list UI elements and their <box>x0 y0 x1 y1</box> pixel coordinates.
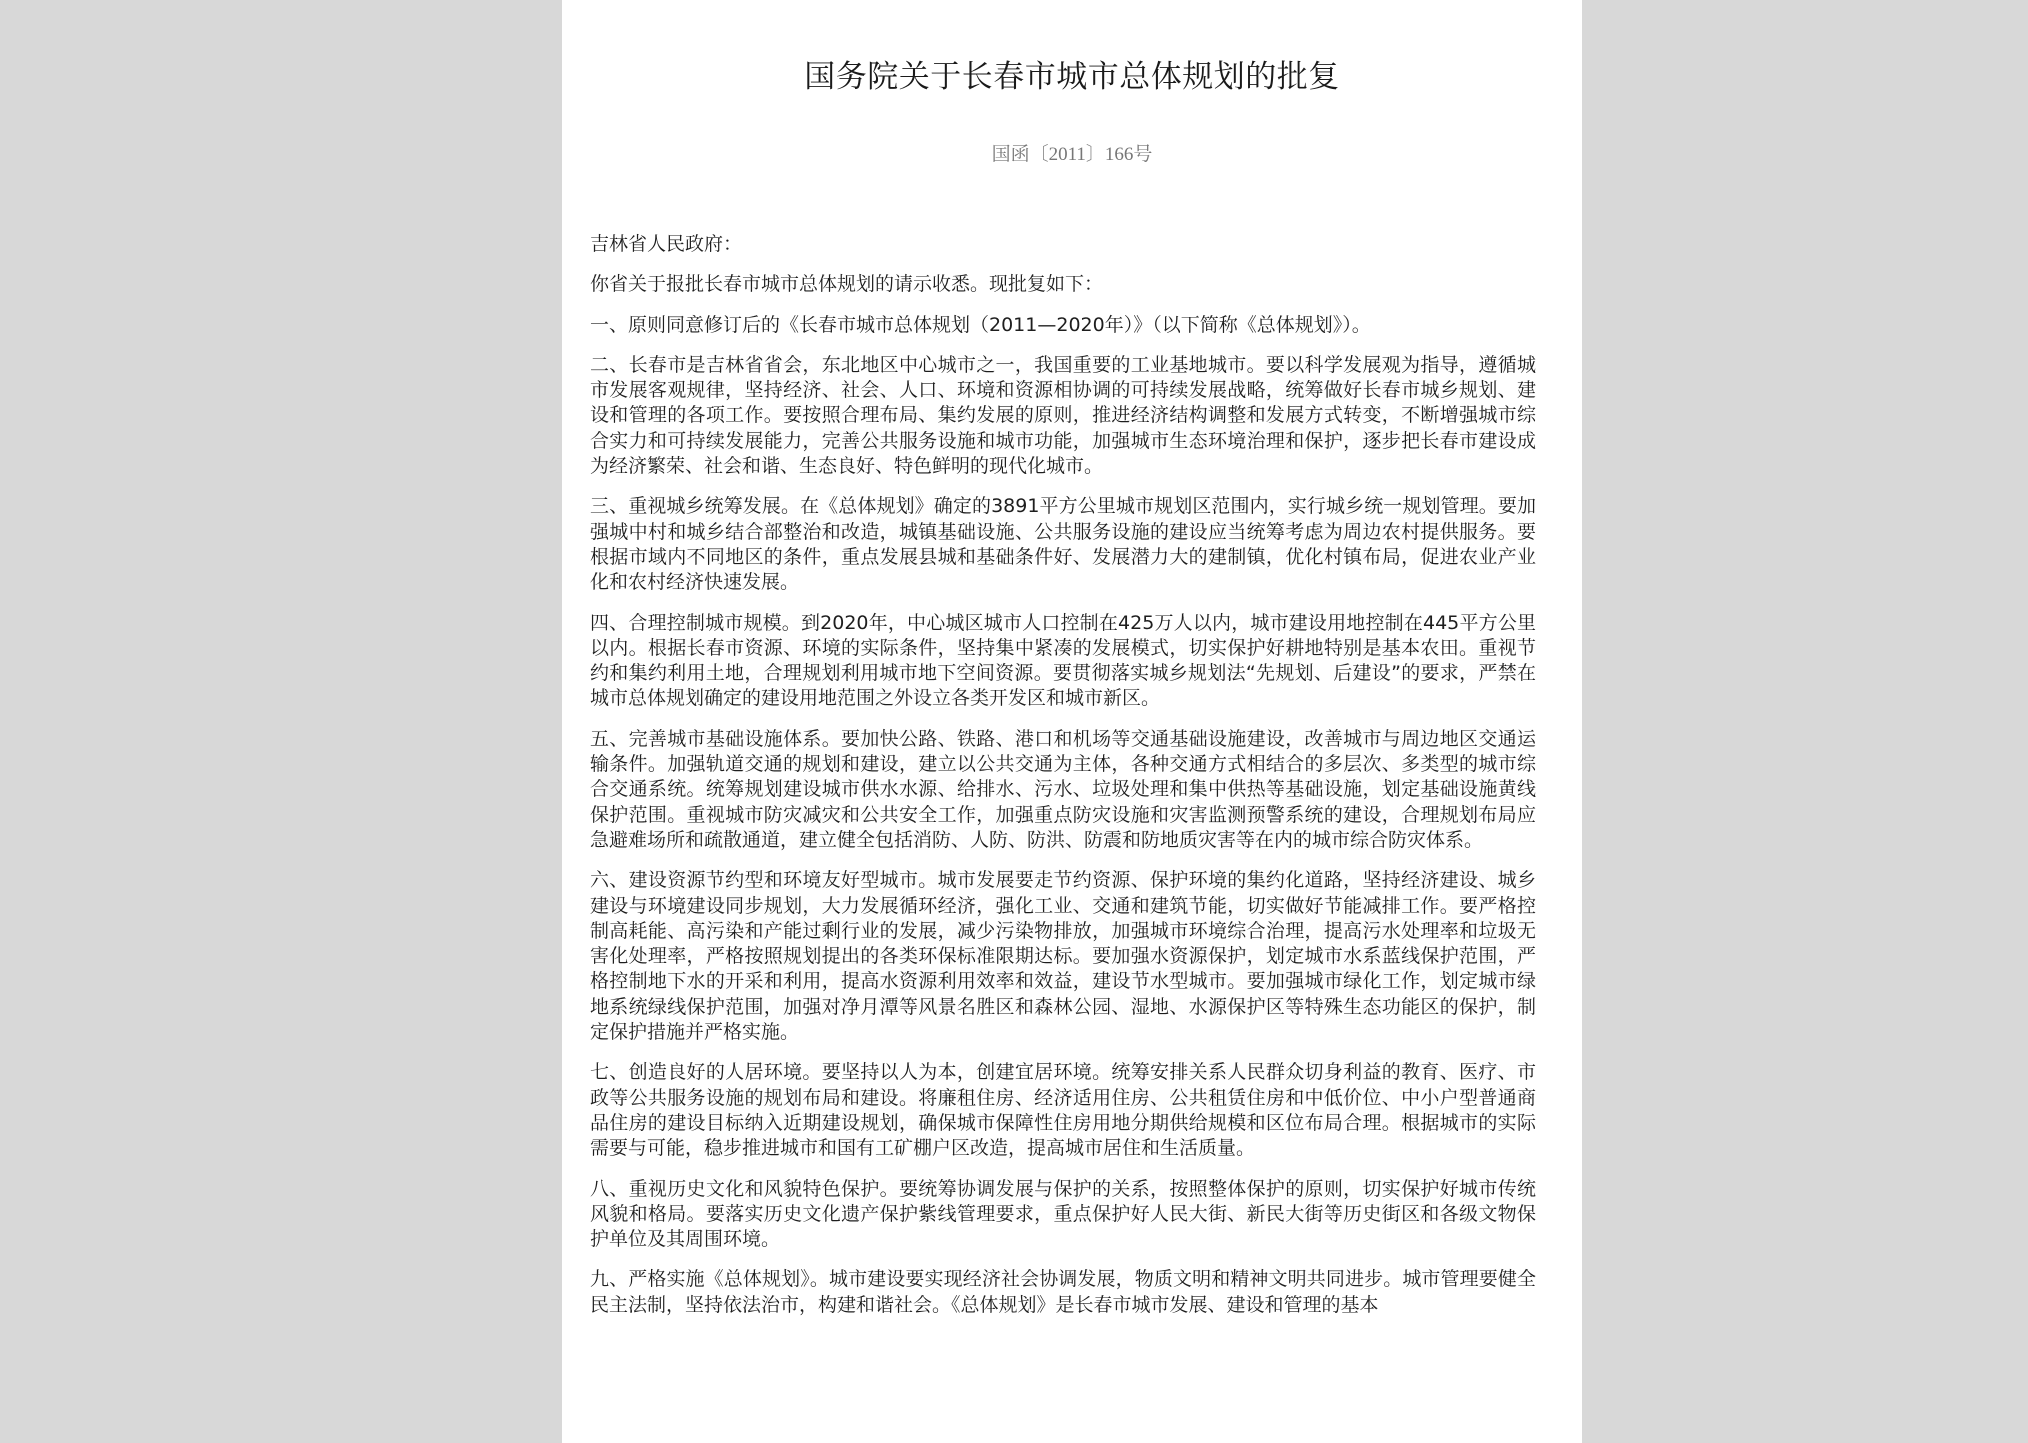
paragraph-9: 九、严格实施《总体规划》。城市建设要实现经济社会协调发展，物质文明和精神文明共同进步。城市管理要健全民主法制，坚持依法治市，构建和谐社会。《总体规划》是长春市城市发展、建设和管理的基本 <box>590 1268 1536 1316</box>
paragraph-6: 六、建设资源节约型和环境友好型城市。城市发展要走节约资源、保护环境的集约化道路，坚持经济建设、城乡建设与环境建设同步规划，大力发展循环经济，强化工业、交通和建筑节能，切实做好节能减排工作。要严格控制高耗能、高污染和产能过剩行业的发展，减少污染物排放，加强城市环境综合治理，提高污水处理率和垃圾无害化处理率，严格按照规划提出的各类环保标准限期达标。要加强水资源保护，划定城市水系蓝线保护范围，严格控制地下水的开采和利用，提高水资源利用效率和效益，建设节水型城市。要加强城市绿化工作，划定城市绿地系统绿线保护范围，加强对净月潭等风景名胜区和森林公园、湿地、水源保护区等特殊生态功能区的保护，制定保护措施并严格实施。 <box>590 869 1536 1044</box>
paragraph-4: 四、合理控制城市规模。到2020年，中心城区城市人口控制在425万人以内，城市建设用地控制在445平方公里以内。根据长春市资源、环境的实际条件，坚持集中紧凑的发展模式，切实保护好耕地特别是基本农田。重视节约和集约利用土地，合理规划利用城市地下空间资源。要贯彻落实城乡规划法“先规划、后建设”的要求，严禁在城市总体规划确定的建设用地范围之外设立各类开发区和城市新区。 <box>590 611 1536 710</box>
salutation: 吉林省人民政府： <box>590 233 743 255</box>
paragraph-1: 一、原则同意修订后的《长春市城市总体规划（2011—2020年）》（以下简称《总体规划》）。 <box>590 313 1371 336</box>
document-number: 国函〔2011〕166号 <box>991 144 1153 165</box>
paragraph-8: 八、重视历史文化和风貌特色保护。要统筹协调发展与保护的关系，按照整体保护的原则，切实保护好城市传统风貌和格局。要落实历史文化遗产保护紫线管理要求，重点保护好人民大街、新民大街等历史街区和各级文物保护单位及其周围环境。 <box>590 1177 1536 1251</box>
paragraph-2: 二、长春市是吉林省省会，东北地区中心城市之一，我国重要的工业基地城市。要以科学发展观为指导，遵循城市发展客观规律，坚持经济、社会、人口、环境和资源相协调的可持续发展战略，统筹做好长春市城乡规划、建设和管理的各项工作。要按照合理布局、集约发展的原则，推进经济结构调整和发展方式转变，不断增强城市综合实力和可持续发展能力，完善公共服务设施和城市功能，加强城市生态环境治理和保护，逐步把长春市建设成为经济繁荣、社会和谐、生态良好、特色鲜明的现代化城市。 <box>590 353 1536 478</box>
document-page <box>562 0 1582 1443</box>
paragraph-7: 七、创造良好的人居环境。要坚持以人为本，创建宜居环境。统筹安排关系人民群众切身利益的教育、医疗、市政等公共服务设施的规划布局和建设。将廉租住房、经济适用住房、公共租赁住房和中低价位、中小户型普通商品住房的建设目标纳入近期建设规划，确保城市保障性住房用地分期供给规模和区位布局合理。根据城市的实际需要与可能，稳步推进城市和国有工矿棚户区改造，提高城市居住和生活质量。 <box>590 1061 1536 1160</box>
paragraph-3: 三、重视城乡统筹发展。在《总体规划》确定的3891平方公里城市规划区范围内，实行城乡统一规划管理。要加强城中村和城乡结合部整治和改造，城镇基础设施、公共服务设施的建设应当统筹考虑为周边农村提供服务。要根据市域内不同地区的条件，重点发展县城和基础条件好、发展潜力大的建制镇，优化村镇布局，促进农业产业化和农村经济快速发展。 <box>590 495 1536 594</box>
document-title: 国务院关于长春市城市总体规划的批复 <box>804 59 1340 95</box>
paragraph-5: 五、完善城市基础设施体系。要加快公路、铁路、港口和机场等交通基础设施建设，改善城市与周边地区交通运输条件。加强轨道交通的规划和建设，建立以公共交通为主体，各种交通方式相结合的多层次、多类型的城市综合交通系统。统筹规划建设城市供水水源、给排水、污水、垃圾处理和集中供热等基础设施，划定基础设施黄线保护范围。重视城市防灾减灾和公共安全工作，加强重点防灾设施和灾害监测预警系统的建设，合理规划布局应急避难场所和疏散通道，建立健全包括消防、人防、防洪、防震和防地质灾害等在内的城市综合防灾体系。 <box>590 727 1536 851</box>
paragraph-intro: 你省关于报批长春市城市总体规划的请示收悉。现批复如下： <box>590 273 1104 296</box>
